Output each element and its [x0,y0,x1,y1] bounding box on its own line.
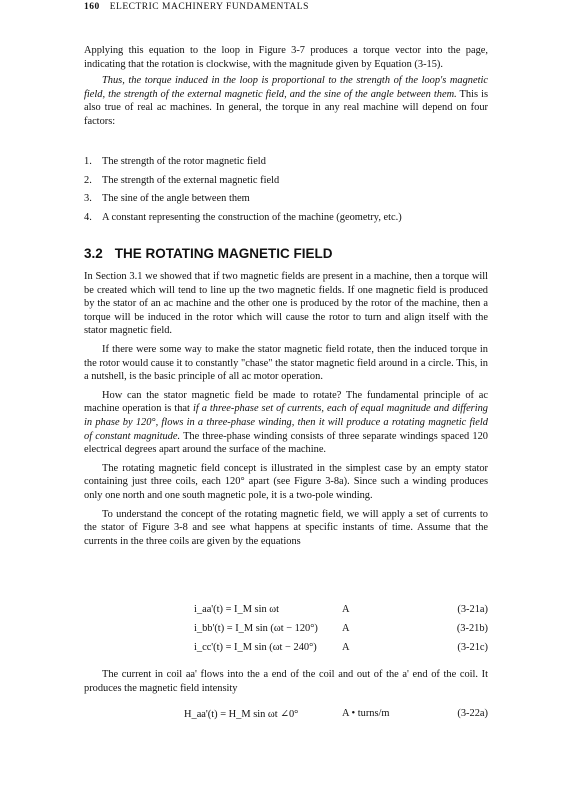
field-equation [84,708,488,727]
equation-number: (3-21c) [457,642,488,653]
body-paragraph-6: The current in coil aa' flows into the a end of the coil and out of the a' end of the coil. It produces the magnetic field intensity [84,669,488,694]
list-item: 2. The strength of the external magnetic field [84,174,280,186]
page-header [84,2,484,12]
body-paragraph-1: In Section 3.1 we showed that if two magnetic fields are present in a machine, then a torque will be created which will tend to line up the two magnetic fields. If one magnetic field is produced by the stator of an ac machine and the other one is produced by the rotor of the machine, then a torque will be induced in the rotor which will cause the rotor to turn and align itself with the stator magnetic field. [84,271,488,337]
closing-block [84,668,488,695]
equation: i_cc'(t) = I_M sin (ωt − 240°) A (3-21c) [194,642,488,653]
body-paragraph-3: How can the stator magnetic field be made to rotate? The fundamental principle of ac machine operation is that if a three-phase set of currents, each of equal magnitude and differing in phase by 120°, flows in a three-phase winding, then it will produce a rotating magnetic field of constant magnitude. The three-phase winding consists of three separate windings spaced 120 electrical degrees apart around the surface of the machine. [84,389,489,456]
current-equations [84,604,488,661]
intro-emphasis: Thus, the torque induced in the loop is proportional to the strength of the loop's magnetic field, the strength of the external magnetic field, and the sine of the angle between them. [84,75,488,100]
equation: i_bb'(t) = I_M sin (ωt − 120°) A (3-21b) [194,623,488,634]
intro-paragraph-1: Applying this equation to the loop in Figure 3-7 produces a torque vector into the page, indicating that the rotation is clockwise, with the magnitude given by Equation (3-15). [84,45,488,70]
page-number: 160 [84,2,100,12]
list-item: 3. The sine of the angle between them [84,193,250,204]
body-block [84,270,488,548]
intro-block [84,44,488,129]
body-paragraph-4: The rotating magnetic field concept is illustrated in the simplest case by an empty stator containing just three coils, each 120° apart (see Figure 3-8a). Since such a winding produces only one north and one south magnetic pole, it is a two-pole winding. [84,462,488,501]
body-paragraph-2: If there were some way to make the stator magnetic field rotate, then the induced torque in the rotor would cause it to constantly "chase" the stator magnetic field around in a circle. This, in a nutshell, is the basic principle of all ac motor operation. [84,343,488,383]
equation: i_aa'(t) = I_M sin ωt A (3-21a) [194,604,488,615]
intro-paragraph-2 [84,74,488,128]
equation-number: (3-21b) [456,623,488,634]
factors-list [84,156,488,230]
rotating-field-principle: if a three-phase set of currents, each of equal magnitude and differing in phase by 120°, flows in a three-phase winding, then it will produce a rotating magnetic field of constant magnitude. [84,403,489,442]
equation-number: (3-22a) [457,708,488,719]
section-number: 3.2 [84,246,103,261]
body-paragraph-5: To understand the concept of the rotating magnetic field, we will apply a set of currents to the stator of Figure 3-8 and see what happens at specific instants of time. Assume that the currents in the three coils are given by the equations [84,508,488,547]
equation-number: (3-21a) [457,604,488,615]
running-title: ELECTRIC MACHINERY FUNDAMENTALS [109,2,309,12]
section-title: THE ROTATING MAGNETIC FIELD [114,246,333,261]
equation: H_aa'(t) = H_M sin ωt ∠0° A • turns/m (3-22a) [184,708,488,720]
list-item: 4. A constant representing the construction of the machine (geometry, etc.) [84,211,402,223]
intro-paragraph-2-rest: This is also true of real ac machines. In general, the torque in any real machine will depend on four factors: [84,88,488,127]
section-heading [84,246,488,261]
list-item: 1. The strength of the rotor magnetic field [84,156,266,167]
